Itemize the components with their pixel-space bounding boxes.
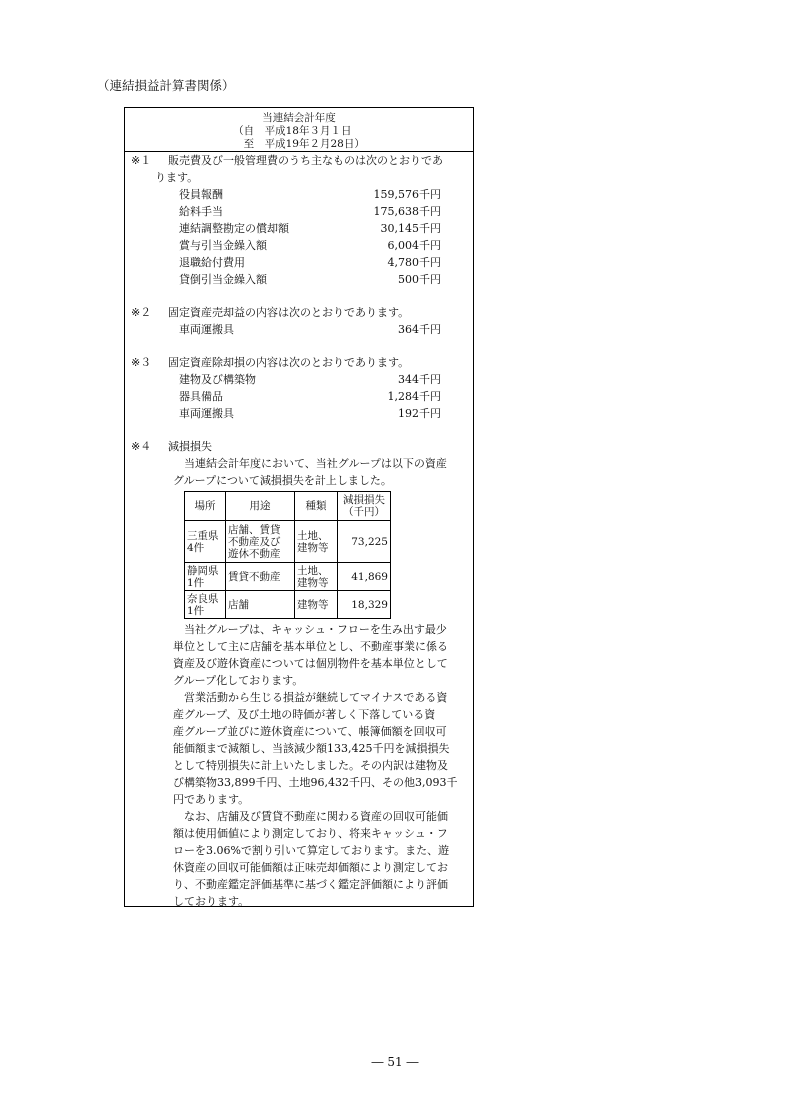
item-name: 役員報酬 [179, 188, 223, 201]
item-name: 車両運搬具 [179, 323, 234, 336]
table-row [185, 591, 391, 619]
para-line: 営業活動から生じる損益が継続してマイナスである資 [184, 691, 448, 704]
note1-item [131, 254, 465, 271]
page-number: ― 51 ― [371, 1055, 419, 1069]
period-from: （自 平成18年３月１日 [233, 125, 352, 137]
table-header: 用途 [226, 492, 295, 521]
note1-items [131, 186, 465, 288]
cell-place: 三重県 4件 [185, 521, 226, 563]
note3-mark: ※３ [131, 356, 152, 369]
note4-para1 [131, 621, 465, 689]
item-name: 器具備品 [179, 390, 223, 403]
cell-place: 静岡県 1件 [185, 563, 226, 591]
note1-text-cont: ります。 [155, 171, 199, 184]
para-line: り、不動産鑑定評価基準に基づく鑑定評価額により評価 [173, 878, 448, 891]
cell-use: 店舗 [226, 591, 295, 619]
notes-body [125, 152, 473, 910]
table-header: 減損損失 （千円） [338, 492, 391, 521]
item-name: 給料手当 [179, 205, 223, 218]
intro-line: グループについて減損損失を計上しました。 [173, 474, 392, 487]
note1-item [131, 271, 465, 288]
section-title: （連結損益計算書関係） [97, 78, 235, 93]
para-line: 当社グループは、キャッシュ・フローを生み出す最少 [184, 623, 447, 636]
para-line: 産グループ、及び土地の時価が著しく下落している資 [173, 708, 436, 721]
item-amount: 175,638千円 [373, 205, 441, 218]
table-row [185, 563, 391, 591]
period-header [125, 108, 473, 152]
item-name: 貸倒引当金繰入額 [179, 273, 267, 286]
table-row [185, 521, 391, 563]
item-amount: 500千円 [398, 273, 441, 286]
para-line: 能価額まで減額し、当該減少額133,425千円を減損損失 [173, 742, 450, 755]
note4-title: 減損損失 [168, 440, 212, 453]
intro-line: 当連結会計年度において、当社グループは以下の資産 [184, 457, 447, 470]
table-header: 場所 [185, 492, 226, 521]
para-line: び構築物33,899千円、土地96,432千円、その他3,093千 [173, 776, 458, 789]
para-line: なお、店舗及び賃貸不動産に関わる資産の回収可能価 [184, 810, 448, 823]
impairment-table [184, 491, 391, 619]
cell-type: 土地、 建物等 [295, 521, 338, 563]
item-name: 建物及び構築物 [179, 373, 256, 386]
note1-head [131, 152, 465, 169]
note4-para2 [131, 689, 465, 808]
para-line: 休資産の回収可能価額は正味売却価額により測定してお [173, 861, 448, 874]
cell-loss: 18,329 [338, 591, 391, 619]
note1-item [131, 186, 465, 203]
para-line: 単位として主に店舗を基本単位とし、不動産事業に係る [173, 640, 448, 653]
period-label: 当連結会計年度 [262, 112, 336, 124]
note4-para3 [131, 808, 465, 910]
cell-use: 店舗、賃貸 不動産及び 遊休不動産 [226, 521, 295, 563]
para-line: しております。 [173, 895, 250, 908]
item-amount: 364千円 [398, 323, 441, 336]
note3-item [131, 405, 465, 422]
item-amount: 159,576千円 [373, 188, 441, 201]
note3-text: 固定資産除却損の内容は次のとおりであります。 [168, 356, 410, 369]
note4-mark: ※４ [131, 440, 152, 453]
note4-intro [131, 455, 465, 489]
cell-place: 奈良県 1件 [185, 591, 226, 619]
item-name: 車両運搬具 [179, 407, 234, 420]
para-line: グループ化しております。 [173, 674, 304, 687]
cell-type: 土地、 建物等 [295, 563, 338, 591]
item-amount: 30,145千円 [380, 222, 441, 235]
note4-head [131, 438, 465, 455]
note1-item [131, 220, 465, 237]
para-line: 額は使用価値により測定しており、将来キャッシュ・フ [173, 827, 448, 840]
para-line: 円であります。 [173, 793, 250, 806]
item-name: 連結調整勘定の償却額 [179, 222, 289, 235]
table-header: 種類 [295, 492, 338, 521]
item-amount: 6,004千円 [387, 239, 441, 252]
note1-text: 販売費及び一般管理費のうち主なものは次のとおりであ [168, 154, 443, 167]
note1-item [131, 203, 465, 220]
para-line: 産グループ並びに遊休資産について、帳簿価額を回収可 [173, 725, 447, 738]
item-name: 賞与引当金繰入額 [179, 239, 267, 252]
note2-item [131, 321, 465, 338]
note2-text: 固定資産売却益の内容は次のとおりであります。 [168, 306, 410, 319]
note3-item [131, 371, 465, 388]
item-amount: 1,284千円 [387, 390, 441, 403]
para-line: 資産及び遊休資産については個別物件を基本単位として [173, 657, 448, 670]
cell-use: 賃貸不動産 [226, 563, 295, 591]
para-line: として特別損失に計上いたしました。その内訳は建物及 [173, 759, 448, 772]
note2-head [131, 304, 465, 321]
note1-mark: ※１ [131, 154, 152, 167]
cell-type: 建物等 [295, 591, 338, 619]
note1-item [131, 237, 465, 254]
cell-loss: 41,869 [338, 563, 391, 591]
para-line: ローを3.06%で割り引いて算定しております。また、遊 [173, 844, 450, 857]
note3-head [131, 354, 465, 371]
notes-frame [124, 107, 474, 907]
item-amount: 192千円 [398, 407, 441, 420]
item-name: 退職給付費用 [179, 256, 245, 269]
cell-loss: 73,225 [338, 521, 391, 563]
item-amount: 4,780千円 [387, 256, 441, 269]
table-header-row [185, 492, 391, 521]
note3-item [131, 388, 465, 405]
note2-mark: ※２ [131, 306, 152, 319]
item-amount: 344千円 [398, 373, 441, 386]
period-to: 至 平成19年２月28日） [233, 138, 365, 150]
period-range [233, 125, 365, 151]
